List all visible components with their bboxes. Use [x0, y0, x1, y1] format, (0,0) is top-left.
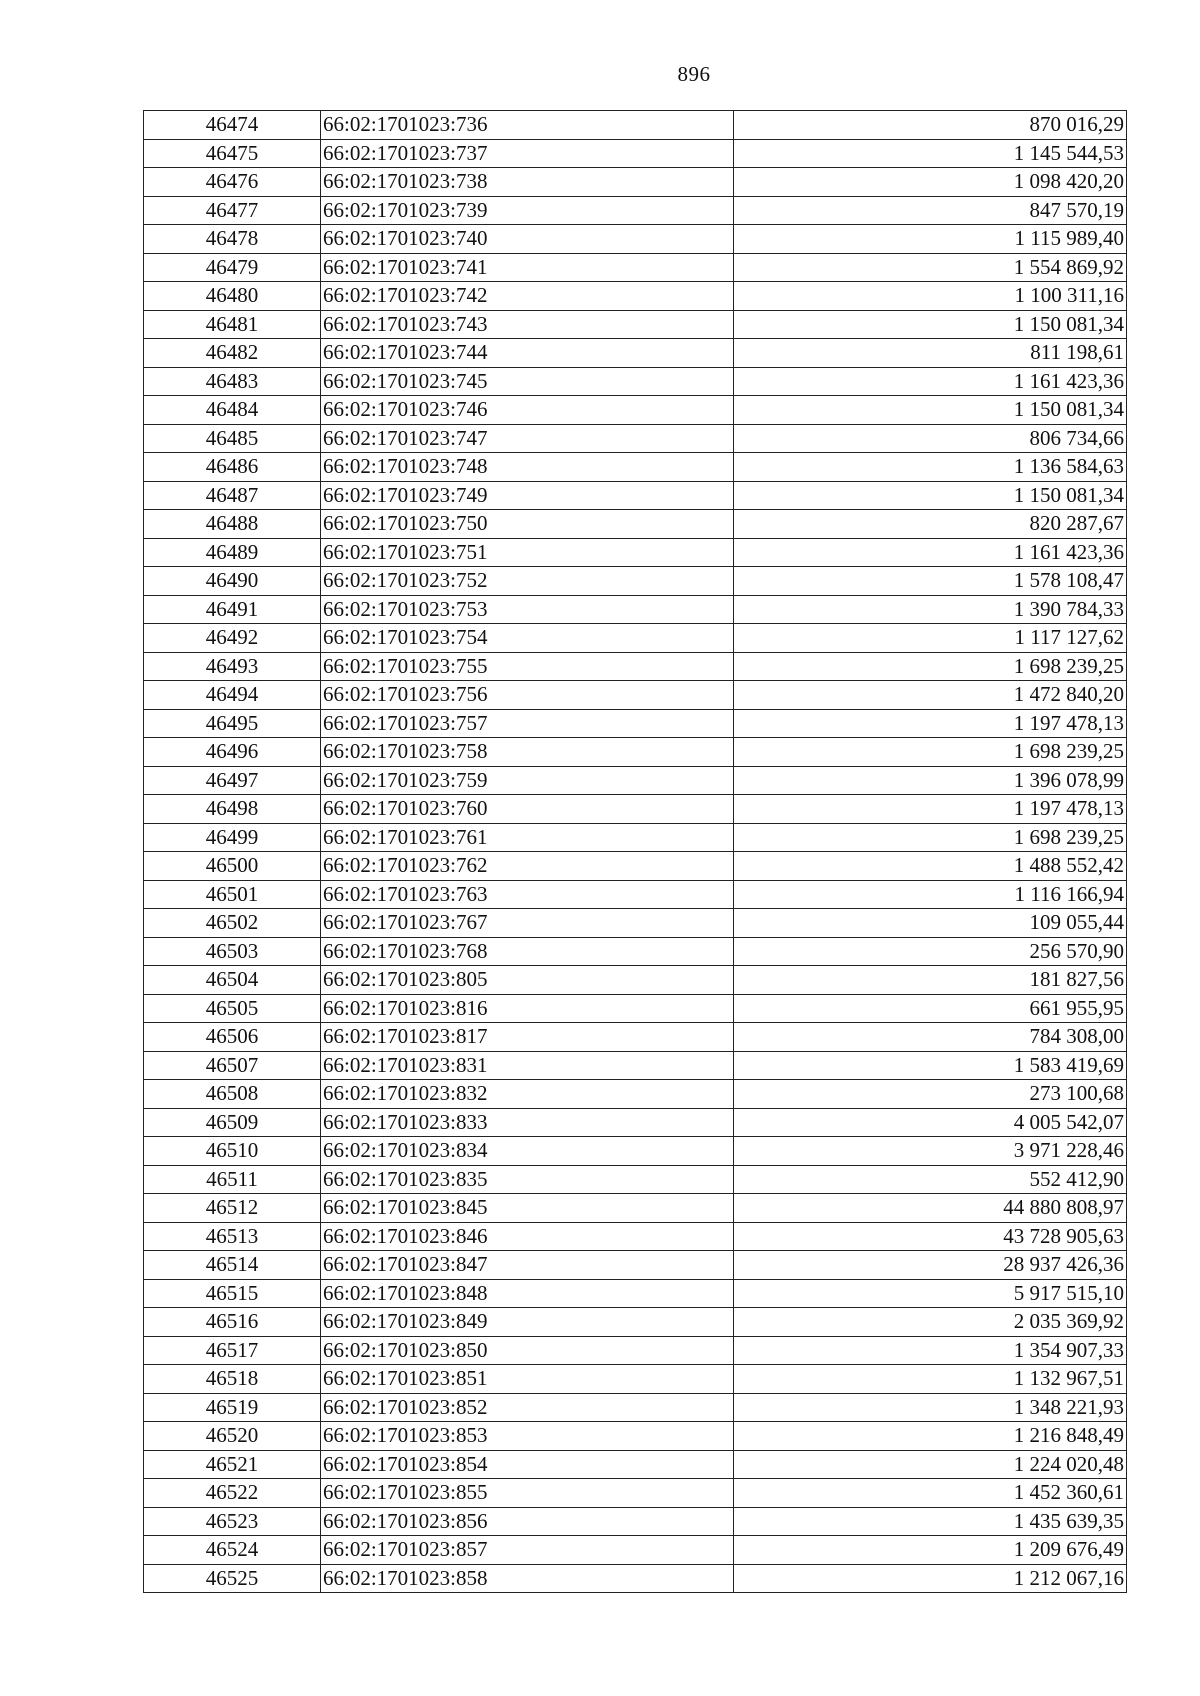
table-row — [144, 168, 1127, 197]
cadastral-number: 66:02:1701023:847 — [321, 1251, 734, 1280]
row-number: 46517 — [144, 1336, 321, 1365]
table-row — [144, 310, 1127, 339]
table-row — [144, 624, 1127, 653]
cadastral-number: 66:02:1701023:758 — [321, 738, 734, 767]
table-row — [144, 111, 1127, 140]
row-number: 46480 — [144, 282, 321, 311]
cadastral-number: 66:02:1701023:757 — [321, 709, 734, 738]
row-number: 46492 — [144, 624, 321, 653]
cadastral-value: 1 224 020,48 — [734, 1450, 1127, 1479]
cadastral-value: 661 955,95 — [734, 994, 1127, 1023]
cadastral-value: 1 209 676,49 — [734, 1536, 1127, 1565]
cadastral-value: 1 390 784,33 — [734, 595, 1127, 624]
row-number: 46475 — [144, 139, 321, 168]
row-number: 46482 — [144, 339, 321, 368]
row-number: 46490 — [144, 567, 321, 596]
row-number: 46478 — [144, 225, 321, 254]
row-number: 46508 — [144, 1080, 321, 1109]
row-number: 46511 — [144, 1165, 321, 1194]
cadastral-number: 66:02:1701023:751 — [321, 538, 734, 567]
cadastral-value: 1 117 127,62 — [734, 624, 1127, 653]
row-number: 46488 — [144, 510, 321, 539]
row-number: 46502 — [144, 909, 321, 938]
row-number: 46479 — [144, 253, 321, 282]
row-number: 46485 — [144, 424, 321, 453]
page-number: 896 — [677, 62, 711, 86]
cadastral-value: 1 136 584,63 — [734, 453, 1127, 482]
row-number: 46491 — [144, 595, 321, 624]
table-row — [144, 225, 1127, 254]
cadastral-number: 66:02:1701023:835 — [321, 1165, 734, 1194]
cadastral-value: 1 150 081,34 — [734, 310, 1127, 339]
cadastral-value: 1 698 239,25 — [734, 738, 1127, 767]
row-number: 46514 — [144, 1251, 321, 1280]
table-row — [144, 1564, 1127, 1593]
row-number: 46494 — [144, 681, 321, 710]
row-number: 46504 — [144, 966, 321, 995]
cadastral-number: 66:02:1701023:753 — [321, 595, 734, 624]
row-number: 46487 — [144, 481, 321, 510]
table-row — [144, 567, 1127, 596]
row-number: 46498 — [144, 795, 321, 824]
cadastral-number: 66:02:1701023:763 — [321, 880, 734, 909]
cadastral-value: 1 150 081,34 — [734, 481, 1127, 510]
cadastral-number: 66:02:1701023:854 — [321, 1450, 734, 1479]
cadastral-value: 1 115 989,40 — [734, 225, 1127, 254]
cadastral-value: 1 132 967,51 — [734, 1365, 1127, 1394]
row-number: 46524 — [144, 1536, 321, 1565]
table-row — [144, 1365, 1127, 1394]
table-row — [144, 738, 1127, 767]
cadastral-number: 66:02:1701023:855 — [321, 1479, 734, 1508]
table-row — [144, 481, 1127, 510]
row-number: 46505 — [144, 994, 321, 1023]
table-row — [144, 253, 1127, 282]
table-row — [144, 367, 1127, 396]
table-body — [144, 111, 1127, 1593]
row-number: 46518 — [144, 1365, 321, 1394]
cadastral-number: 66:02:1701023:747 — [321, 424, 734, 453]
cadastral-value: 1 197 478,13 — [734, 795, 1127, 824]
cadastral-value: 273 100,68 — [734, 1080, 1127, 1109]
table-row — [144, 909, 1127, 938]
cadastral-number: 66:02:1701023:744 — [321, 339, 734, 368]
table-row — [144, 1308, 1127, 1337]
table-row — [144, 709, 1127, 738]
cadastral-value-table — [143, 110, 1127, 1593]
cadastral-value: 4 005 542,07 — [734, 1108, 1127, 1137]
row-number: 46509 — [144, 1108, 321, 1137]
cadastral-value: 1 396 078,99 — [734, 766, 1127, 795]
cadastral-number: 66:02:1701023:759 — [321, 766, 734, 795]
cadastral-number: 66:02:1701023:850 — [321, 1336, 734, 1365]
cadastral-number: 66:02:1701023:752 — [321, 567, 734, 596]
cadastral-number: 66:02:1701023:754 — [321, 624, 734, 653]
cadastral-value: 1 116 166,94 — [734, 880, 1127, 909]
cadastral-number: 66:02:1701023:817 — [321, 1023, 734, 1052]
cadastral-value: 2 035 369,92 — [734, 1308, 1127, 1337]
table-row — [144, 1165, 1127, 1194]
cadastral-number: 66:02:1701023:750 — [321, 510, 734, 539]
table-row — [144, 1279, 1127, 1308]
cadastral-value: 1 354 907,33 — [734, 1336, 1127, 1365]
table-row — [144, 1422, 1127, 1451]
cadastral-value: 847 570,19 — [734, 196, 1127, 225]
cadastral-number: 66:02:1701023:741 — [321, 253, 734, 282]
table-row — [144, 1336, 1127, 1365]
cadastral-value: 256 570,90 — [734, 937, 1127, 966]
cadastral-number: 66:02:1701023:849 — [321, 1308, 734, 1337]
table-row — [144, 1479, 1127, 1508]
cadastral-number: 66:02:1701023:742 — [321, 282, 734, 311]
cadastral-number: 66:02:1701023:756 — [321, 681, 734, 710]
cadastral-number: 66:02:1701023:746 — [321, 396, 734, 425]
cadastral-value: 552 412,90 — [734, 1165, 1127, 1194]
cadastral-number: 66:02:1701023:833 — [321, 1108, 734, 1137]
row-number: 46484 — [144, 396, 321, 425]
table-row — [144, 1080, 1127, 1109]
cadastral-value: 1 212 067,16 — [734, 1564, 1127, 1593]
cadastral-number: 66:02:1701023:857 — [321, 1536, 734, 1565]
table-row — [144, 196, 1127, 225]
table-row — [144, 1222, 1127, 1251]
cadastral-number: 66:02:1701023:858 — [321, 1564, 734, 1593]
table-row — [144, 966, 1127, 995]
table-row — [144, 823, 1127, 852]
row-number: 46515 — [144, 1279, 321, 1308]
cadastral-value: 1 435 639,35 — [734, 1507, 1127, 1536]
cadastral-number: 66:02:1701023:805 — [321, 966, 734, 995]
cadastral-number: 66:02:1701023:856 — [321, 1507, 734, 1536]
cadastral-value: 1 583 419,69 — [734, 1051, 1127, 1080]
cadastral-value: 1 554 869,92 — [734, 253, 1127, 282]
cadastral-number: 66:02:1701023:853 — [321, 1422, 734, 1451]
cadastral-number: 66:02:1701023:737 — [321, 139, 734, 168]
row-number: 46486 — [144, 453, 321, 482]
cadastral-value: 1 578 108,47 — [734, 567, 1127, 596]
table-row — [144, 538, 1127, 567]
cadastral-value: 43 728 905,63 — [734, 1222, 1127, 1251]
table-row — [144, 339, 1127, 368]
cadastral-value: 1 488 552,42 — [734, 852, 1127, 881]
cadastral-number: 66:02:1701023:834 — [321, 1137, 734, 1166]
row-number: 46489 — [144, 538, 321, 567]
cadastral-number: 66:02:1701023:846 — [321, 1222, 734, 1251]
cadastral-number: 66:02:1701023:852 — [321, 1393, 734, 1422]
cadastral-number: 66:02:1701023:816 — [321, 994, 734, 1023]
table-row — [144, 282, 1127, 311]
row-number: 46513 — [144, 1222, 321, 1251]
cadastral-value: 1 452 360,61 — [734, 1479, 1127, 1508]
table-row — [144, 1051, 1127, 1080]
row-number: 46496 — [144, 738, 321, 767]
cadastral-value: 1 348 221,93 — [734, 1393, 1127, 1422]
table-row — [144, 1251, 1127, 1280]
row-number: 46512 — [144, 1194, 321, 1223]
table-row — [144, 453, 1127, 482]
cadastral-value: 44 880 808,97 — [734, 1194, 1127, 1223]
row-number: 46476 — [144, 168, 321, 197]
cadastral-value: 820 287,67 — [734, 510, 1127, 539]
row-number: 46516 — [144, 1308, 321, 1337]
cadastral-value: 1 161 423,36 — [734, 367, 1127, 396]
cadastral-value: 109 055,44 — [734, 909, 1127, 938]
cadastral-number: 66:02:1701023:738 — [321, 168, 734, 197]
cadastral-value: 1 472 840,20 — [734, 681, 1127, 710]
cadastral-number: 66:02:1701023:760 — [321, 795, 734, 824]
cadastral-value: 181 827,56 — [734, 966, 1127, 995]
table-row — [144, 510, 1127, 539]
cadastral-number: 66:02:1701023:831 — [321, 1051, 734, 1080]
row-number: 46497 — [144, 766, 321, 795]
table-row — [144, 1137, 1127, 1166]
cadastral-number: 66:02:1701023:743 — [321, 310, 734, 339]
table-row — [144, 880, 1127, 909]
row-number: 46507 — [144, 1051, 321, 1080]
cadastral-value: 1 698 239,25 — [734, 652, 1127, 681]
row-number: 46501 — [144, 880, 321, 909]
row-number: 46521 — [144, 1450, 321, 1479]
table-row — [144, 994, 1127, 1023]
row-number: 46523 — [144, 1507, 321, 1536]
row-number: 46483 — [144, 367, 321, 396]
cadastral-number: 66:02:1701023:748 — [321, 453, 734, 482]
cadastral-value: 3 971 228,46 — [734, 1137, 1127, 1166]
cadastral-number: 66:02:1701023:755 — [321, 652, 734, 681]
table-row — [144, 1536, 1127, 1565]
table-row — [144, 1450, 1127, 1479]
row-number: 46495 — [144, 709, 321, 738]
row-number: 46474 — [144, 111, 321, 140]
row-number: 46520 — [144, 1422, 321, 1451]
row-number: 46477 — [144, 196, 321, 225]
cadastral-number: 66:02:1701023:767 — [321, 909, 734, 938]
table-row — [144, 1393, 1127, 1422]
cadastral-value: 1 216 848,49 — [734, 1422, 1127, 1451]
cadastral-number: 66:02:1701023:768 — [321, 937, 734, 966]
cadastral-value: 28 937 426,36 — [734, 1251, 1127, 1280]
table-row — [144, 424, 1127, 453]
table-row — [144, 681, 1127, 710]
table-row — [144, 795, 1127, 824]
row-number: 46525 — [144, 1564, 321, 1593]
table-row — [144, 652, 1127, 681]
cadastral-number: 66:02:1701023:736 — [321, 111, 734, 140]
cadastral-number: 66:02:1701023:762 — [321, 852, 734, 881]
cadastral-value: 1 098 420,20 — [734, 168, 1127, 197]
cadastral-number: 66:02:1701023:739 — [321, 196, 734, 225]
cadastral-number: 66:02:1701023:740 — [321, 225, 734, 254]
cadastral-value: 806 734,66 — [734, 424, 1127, 453]
row-number: 46481 — [144, 310, 321, 339]
table-row — [144, 852, 1127, 881]
row-number: 46493 — [144, 652, 321, 681]
cadastral-number: 66:02:1701023:749 — [321, 481, 734, 510]
row-number: 46506 — [144, 1023, 321, 1052]
table-row — [144, 1023, 1127, 1052]
table-row — [144, 766, 1127, 795]
cadastral-value: 1 145 544,53 — [734, 139, 1127, 168]
row-number: 46510 — [144, 1137, 321, 1166]
table-row — [144, 1507, 1127, 1536]
table-row — [144, 396, 1127, 425]
cadastral-value: 784 308,00 — [734, 1023, 1127, 1052]
cadastral-number: 66:02:1701023:761 — [321, 823, 734, 852]
cadastral-value: 1 698 239,25 — [734, 823, 1127, 852]
table-row — [144, 1108, 1127, 1137]
cadastral-value: 5 917 515,10 — [734, 1279, 1127, 1308]
cadastral-number: 66:02:1701023:745 — [321, 367, 734, 396]
row-number: 46522 — [144, 1479, 321, 1508]
table-row — [144, 937, 1127, 966]
cadastral-number: 66:02:1701023:851 — [321, 1365, 734, 1394]
cadastral-value: 1 150 081,34 — [734, 396, 1127, 425]
cadastral-value: 1 100 311,16 — [734, 282, 1127, 311]
row-number: 46503 — [144, 937, 321, 966]
cadastral-value: 1 197 478,13 — [734, 709, 1127, 738]
table-row — [144, 139, 1127, 168]
cadastral-number: 66:02:1701023:845 — [321, 1194, 734, 1223]
cadastral-value: 811 198,61 — [734, 339, 1127, 368]
cadastral-value: 870 016,29 — [734, 111, 1127, 140]
table-row — [144, 595, 1127, 624]
row-number: 46500 — [144, 852, 321, 881]
row-number: 46499 — [144, 823, 321, 852]
cadastral-value: 1 161 423,36 — [734, 538, 1127, 567]
cadastral-number: 66:02:1701023:832 — [321, 1080, 734, 1109]
table-row — [144, 1194, 1127, 1223]
row-number: 46519 — [144, 1393, 321, 1422]
cadastral-number: 66:02:1701023:848 — [321, 1279, 734, 1308]
